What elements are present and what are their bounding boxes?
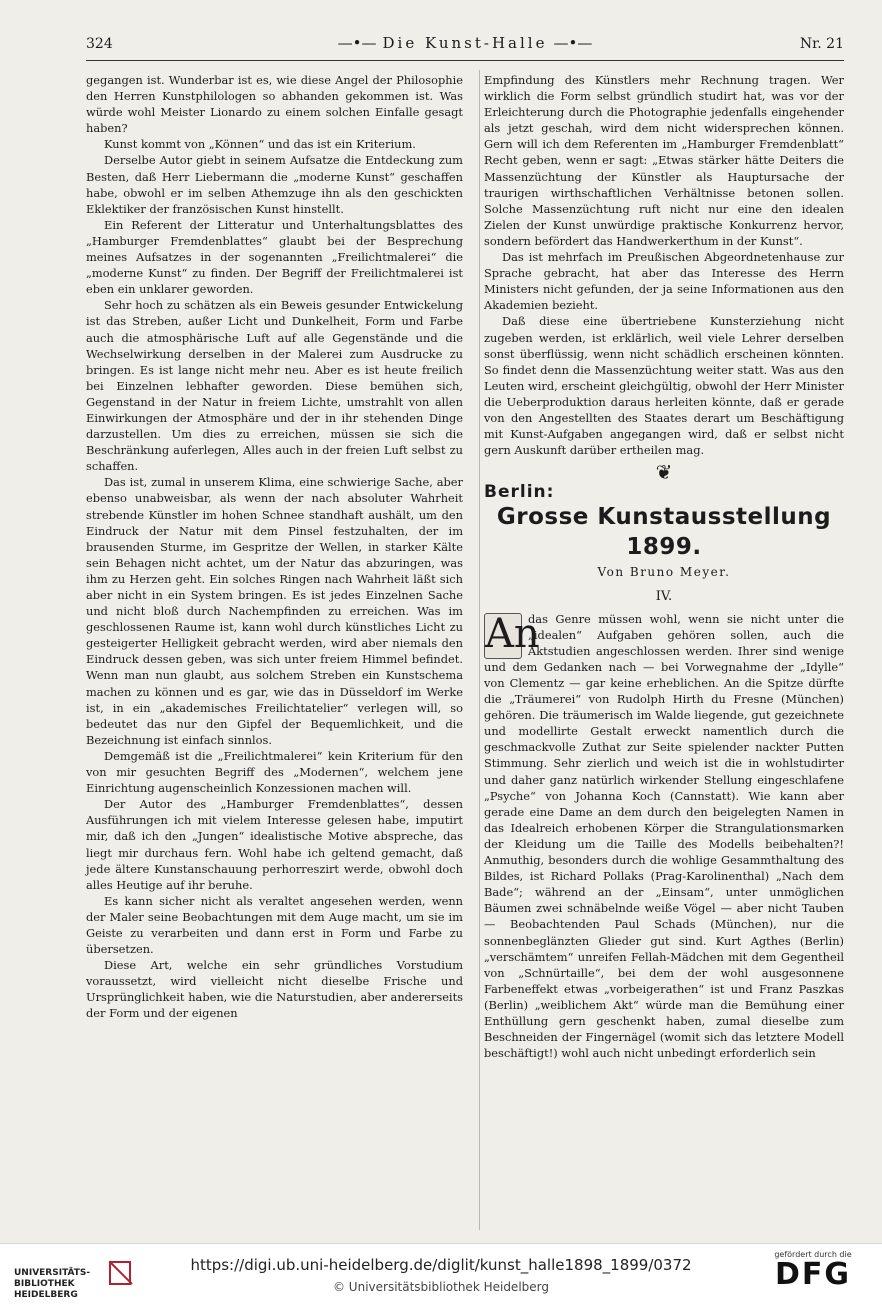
drop-cap: An bbox=[485, 610, 540, 657]
paragraph bbox=[484, 611, 844, 1062]
article-city: Berlin: bbox=[484, 482, 555, 503]
paragraph: Daß diese eine übertriebene Kunsterziehung nicht zugeben werden, ist erklärlich, weil viele Lehrer derselben sonst überflüssig, wenn nicht schädlich erscheinen könnten. So findet denn die Massenzüchtung weiter statt. Was aus den Leuten wird, erscheint gleichgültig, obwohl der Herr Minister die Ueberproduktion daraus herleiten könnte, daß er gerade von den Angestellten des Staates derart um Beschäftigung mit Kunst-Aufgaben angegangen wird, daß er selbst nicht gern Auskunft darüber ertheilen mag. bbox=[484, 314, 844, 458]
ornament-right-icon: —•— bbox=[553, 34, 593, 52]
running-title bbox=[86, 34, 844, 52]
left-column bbox=[86, 72, 463, 1022]
paragraph: Ein Referent der Litteratur und Unterhaltungsblattes des „Hamburger Fremdenblattes“ glaubt bei der Besprechung meines Aufsatzes in der sogenannten „Freilichtmalerei“ die „moderne Kunst“ zu finden. Der Begriff der Freilichtmalerei ist eben ein unklarer geworden. bbox=[86, 217, 463, 297]
article-byline: Von Bruno Meyer. bbox=[597, 565, 731, 580]
paragraph: Sehr hoch zu schätzen als ein Beweis gesunder Entwickelung ist das Streben, außer Licht und Dunkelheit, Form und Farbe auch die atmosphärische Luft auf alle Gegenstände und die Wechselwirkung derselben in der Malerei zum Ausdrucke zu bringen. Es ist lange nicht mehr neu. Aber es ist heute freilich bei Einzelnen lebhafter geworden. Diese bemühen sich, Gegenstand in der Natur in freiem Lichte, umstrahlt von allen Einwirkungen der Atmosphäre und der in ihr stehenden Dinge darzustellen. Um dies zu erreichen, müssen sie sich die Beschränkung auferlegen, Alles auch in der freien Luft selbst zu schaffen. bbox=[86, 298, 463, 474]
ornament-left-icon: —•— bbox=[337, 34, 377, 52]
page-number: 324 bbox=[86, 36, 113, 52]
right-column bbox=[484, 72, 844, 1061]
paragraph: Der Autor des „Hamburger Fremdenblattes“, dessen Ausführungen ich mit vielem Interesse gelesen habe, imputirt mir, daß ich den „Jungen“ idealistische Motive absprechе, das liegt mir durchaus fern. Wohl habe ich geltend gemacht, daß jede ältere Kunstanschauung perhorreszirt werde, obwohl doch alles Heutige auf ihr beruhe. bbox=[86, 797, 463, 892]
copyright: © Universitätsbibliothek Heidelberg bbox=[332, 1280, 549, 1294]
article-heading bbox=[484, 460, 844, 604]
paragraph: Das ist, zumal in unserem Klima, eine schwierige Sache, aber ebenso unabweisbar, als wenn der nach absoluter Wahrheit strebende Künstler im hohen Schnee standhaft aushält, um den Eindruck der Natur mit dem Pinsel festzuhalten, der im brausenden Sturme, im Gespritze der Wellen, in starker Kälte sein Behagen nicht achtet, um der Natur das abzuringen, was ihm zu Herzen geht. Ein solches Ringen nach Wahrheit läßt sich aber nicht in ein System bringen. Es ist jedes Einzelnen Sache und nicht bloß durch Nachempfinden zu erreichen. Was im geschlossenen Raume ist, kann wohl durch künstliches Licht zu gesteigerter Helligkeit gebracht werden, wird aber niemals den Eindruck dessen geben, was sich unter freiem Himmel befindet. Wenn man nun glaubt, aus solchem Streben ein Kunstschema machen zu können und es gar, wie das in Düsseldorf im Werke ist, in ein „akademisches Freilichtatelier“ verlegen will, so bedeutet das nur den Gipfel der Bequemlichkeit, und die Bezeichnung ist einfach sinnlos. bbox=[86, 475, 463, 747]
fleuron-icon: ❦ bbox=[655, 460, 673, 485]
header-rule bbox=[86, 60, 844, 61]
issue-number: Nr. 21 bbox=[799, 36, 844, 52]
paragraph: Empfindung des Künstlers mehr Rechnung tragen. Wer wirklich die Form selbst gründlich studirt hat, was vor der Erleichterung durch die Photographie jedenfalls eingehender als jetzt geschah, wird dem nicht widersprechen können. Gern will ich dem Referenten im „Hamburger Fremdenblatt“ Recht geben, wenn er sagt: „Etwas stärker hätte Deiters die Massenzüchtung der Künstler als Hauptursache der traurigen wirthschaftlichen Verhältnisse betonen sollen. Solche Massenzüchtung ruft nicht nur eine den idealen Zielen der Kunst unwürdige praktische Konkurrenz hervor, sondern befördert das Handwerkerthum in der Kunst“. bbox=[484, 73, 844, 248]
paragraph: Derselbe Autor giebt in seinem Aufsatze die Entdeckung zum Besten, daß Herr Liebermann die „moderne Kunst“ geschaffen habe, obwohl er im selben Athemzuge ihn als den geschickten Eklektiker der französischen Kunst hinstellt. bbox=[86, 153, 463, 216]
library-name: UNIVERSITÄTS-BIBLIOTHEK HEIDELBERG bbox=[14, 1268, 91, 1300]
funder-logo[interactable] bbox=[758, 1250, 868, 1300]
paragraph: Das ist mehrfach im Preußischen Abgeordnetenhause zur Sprache gebracht, hat aber das Interesse des Herrn Ministers nicht gefunden, der ja seine Informationen aus den Akademien bezieht. bbox=[484, 250, 844, 313]
paragraph: Es kann sicher nicht als veraltet angesehen werden, wenn der Maler seine Beobachtungen mit dem Auge macht, um sie im Geiste zu verarbeiten und dann erst in Form und Farbe zu übersetzen. bbox=[86, 893, 463, 957]
paragraph: Kunst kommt von „Können“ und das ist ein Kriterium. bbox=[104, 137, 416, 152]
paragraph: Demgemäß ist die „Freilichtmalerei“ kein Kriterium für den von mir gesuchten Begriff des „Modernen“, welchem jene Einrichtung augenscheinlich Konzessionen machen will. bbox=[86, 748, 463, 796]
viewer-footer bbox=[0, 1243, 882, 1306]
column-divider bbox=[479, 70, 480, 1230]
source-url[interactable]: https://digi.ub.uni-heidelberg.de/diglit/kunst_halle1898_1899/0372 bbox=[190, 1256, 692, 1274]
paragraph: gegangen ist. Wunderbar ist es, wie diese Angel der Philosophie den Herren Kunstphilologen so abhanden gekommen ist. Was würde wohl Meister Lionardo zu einem solchen Einfalle gesagt haben? bbox=[86, 73, 463, 136]
article-first-paragraph: das Genre müssen wohl, wenn sie nicht unter die „idealen“ Aufgaben gehören sollen, auch die Aktstudien angeschlossen werden. Ihrer sind wenige und dem Gedanken nach — bei Vorwegnahme der „Idylle“ von Clementz — gar keine erheblichen. An die Spitze dürfte die „Träumerei“ von Rudolph Hirth du Fresne (München) gehören. Die träumerisch im Walde liegende, gut gezeichnete und modellirte Gestalt erweckt namentlich durch die geschmackvolle Zuthat zur Seite spielender nackter Putten Stimmung. Sehr zierlich und weich ist die in wohlstudirter und daher ganz natürlich wirkender Stellung eingeschlafene „Psyche“ von Johanna Koch (Cannstatt). Wie kann aber gerade eine Dame an dem durch den beigelegten Namen in das Idealreich erhobenen Körper die Strangulationsmarken der Kleidung um die Taille des Modells beibehalten?! Anmuthig, besonders durch die wohlige Gesammthaltung des Bildes, ist Richard Pollaks (Prag-Karolinenthal) „Nach dem Bade“; während an der „Einsam“, unter unmöglichen Bäumen zwei schnäbelnde weiße Vögel — aber nicht Tauben — Beobachtenden Paul Schads (München), nur die sonnenbeglänzten Glieder gut sind. Kurt Agthes (Berlin) „verschämtem“ unreifen Fellah-Mädchen mit dem Gegentheil von „Schnürtaille“, bei dem der wohl ausgesonnene Farbeneffekt etwas „vorbeigerathen“ ist und Franz Paszkas (Berlin) „weiblichem Akt“ würde man die Bemühung einer Enthüllung gern geschenkt haben, zumal dieselbe zum Beschneiden der Fingernägel (womit sich das letztere Modell beschäftigt!) wohl auch nicht unbedingt erforderlich sein bbox=[484, 611, 844, 1061]
running-title-text: Die Kunst-Halle bbox=[382, 34, 548, 52]
paragraph: Diese Art, welche ein sehr gründliches Vorstudium voraussetzt, wird vielleicht nicht dieselbe Frische und Ursprünglichkeit haben, wie die Naturstudien, aber andererseits der Form und der eigenen bbox=[86, 958, 463, 1021]
funder-note: gefördert durch die bbox=[774, 1250, 852, 1259]
article-title: Grosse Kunstausstellung 1899. bbox=[496, 504, 832, 561]
page-header bbox=[86, 34, 844, 56]
article-part: IV. bbox=[655, 588, 673, 604]
dfg-logo: DFG bbox=[774, 1257, 852, 1292]
